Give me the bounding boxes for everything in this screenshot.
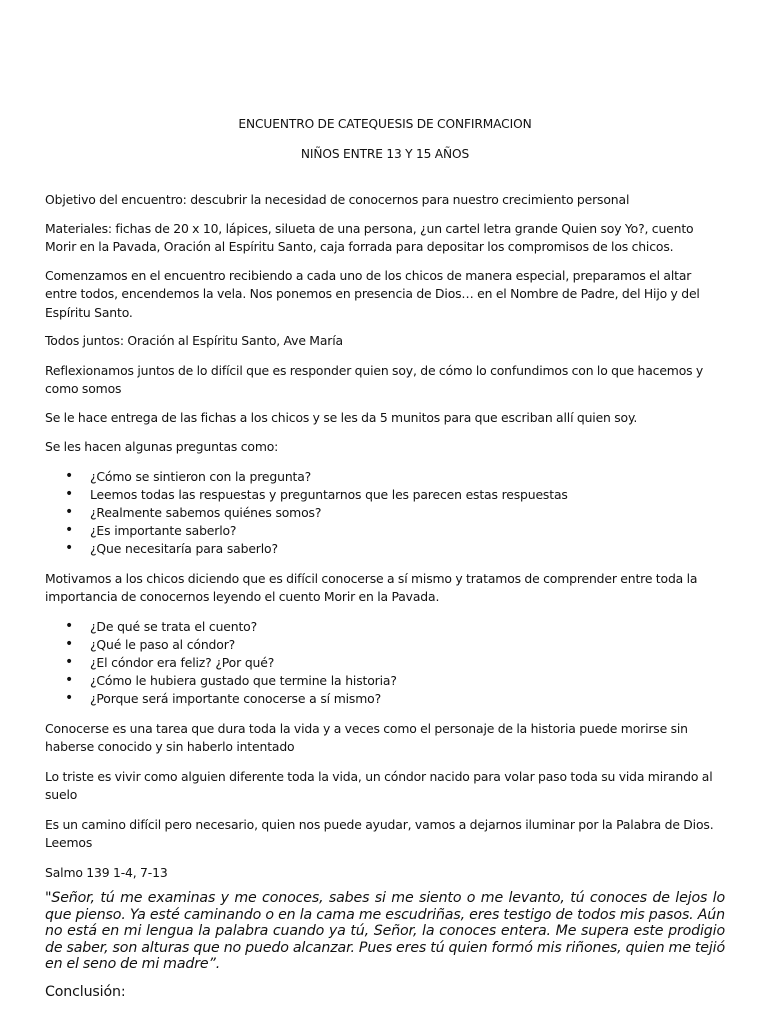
list-item	[45, 522, 725, 540]
prayer-paragraph: Todos juntos: Oración al Espíritu Santo, Ave María	[45, 333, 343, 348]
task-paragraph: Conocerse es una tarea que dura toda la vida y a veces como el personaje de la historia puede morirse sin haberse conocido y sin haberlo intentado	[45, 720, 688, 755]
document-body	[45, 115, 725, 1001]
questions-intro: Se les hacen algunas preguntas como:	[45, 439, 279, 454]
list-item	[45, 618, 725, 636]
bullet-icon: •	[65, 503, 74, 520]
sad-paragraph: Lo triste es vivir como alguien diferente toda la vida, un cóndor nacido para volar paso toda su vida mirando al suelo	[45, 768, 713, 803]
path-paragraph: Es un camino difícil pero necesario, quien nos puede ayudar, vamos a dejarnos iluminar por la Palabra de Dios. Leemos	[45, 816, 714, 851]
materials-paragraph: Materiales: fichas de 20 x 10, lápices, silueta de una persona, ¿un cartel letra grande Quien soy Yo?, cuento Morir en la Pavada, Oración al Espíritu Santo, caja forrada para depositar los compromisos de los chicos.	[45, 220, 694, 254]
bullet-icon: •	[65, 617, 74, 634]
document-subtitle: NIÑOS ENTRE 13 Y 15 AÑOS	[300, 147, 470, 161]
bullet-icon: •	[65, 653, 74, 670]
start-paragraph: Comenzamos en el encuentro recibiendo a cada uno de los chicos de manera especial, preparamos el altar entre todos, encendemos la vela. Nos ponemos en presencia de Dios… en el Nombre de Padre, del Hijo y del Espíritu Santo.	[45, 267, 700, 320]
list-item	[45, 486, 725, 504]
bullet-icon: •	[65, 485, 74, 502]
list-item-text: Leemos todas las respuestas y preguntarnos que les parecen estas respuestas	[90, 486, 568, 502]
list-item	[45, 636, 725, 654]
list-item	[45, 540, 725, 558]
list-item	[45, 468, 725, 486]
bullet-icon: •	[65, 522, 74, 539]
bullet-icon: •	[65, 690, 74, 707]
objective-paragraph: Objetivo del encuentro: descubrir la necesidad de conocernos para nuestro crecimiento personal	[45, 192, 630, 207]
list-item-text: ¿Cómo se sintieron con la pregunta?	[90, 468, 312, 484]
motivate-paragraph: Motivamos a los chicos diciendo que es difícil conocerse a sí mismo y tratamos de comprender entre toda la importancia de conocernos leyendo el cuento Morir en la Pavada.	[45, 570, 698, 605]
list-item	[45, 672, 725, 690]
list-item-text: ¿Que necesitaría para saberlo?	[90, 541, 278, 557]
list-item-text: ¿Porque será importante conocerse a sí mismo?	[90, 691, 382, 707]
question-list-2	[45, 618, 725, 709]
reflect-paragraph: Reflexionamos juntos de lo difícil que es responder quien soy, de cómo lo confundimos con lo que hacemos y como somos	[45, 362, 704, 396]
list-item-text: ¿Es importante saberlo?	[90, 523, 237, 539]
bullet-icon: •	[65, 540, 74, 557]
list-item-text: ¿Qué le paso al cóndor?	[90, 636, 236, 652]
psalm-quote: "Señor, tú me examinas y me conoces, sabes si me siento o me levanto, tú conoces de lejos lo que pienso. Ya esté caminando o en la cama me escudriñas, eres testigo de todos mis pasos. Aún no está en mi lengua la palabra cuando ya tú, Señor, la conoces entera. Me supera este prodigio de saber, son alturas que no puedo alcanzar. Pues eres tú quien formó mis riñones, quien me tejió en el seno de mi madre”.	[45, 890, 725, 973]
list-item-text: ¿Realmente sabemos quiénes somos?	[90, 504, 322, 520]
bullet-icon: •	[65, 467, 74, 484]
psalm-reference: Salmo 139 1-4, 7-13	[45, 864, 168, 880]
list-item	[45, 654, 725, 672]
list-item-text: ¿De qué se trata el cuento?	[90, 618, 258, 634]
bullet-icon: •	[65, 635, 74, 652]
document-title: ENCUENTRO DE CATEQUESIS DE CONFIRMACION	[238, 117, 532, 131]
list-item	[45, 690, 725, 708]
list-item-text: ¿El cóndor era feliz? ¿Por qué?	[90, 654, 275, 670]
conclusion-heading: Conclusión:	[45, 983, 126, 1000]
question-list-1	[45, 468, 725, 559]
list-item-text: ¿Cómo le hubiera gustado que termine la historia?	[90, 673, 397, 689]
cards-paragraph: Se le hace entrega de las fichas a los chicos y se les da 5 munitos para que escriban allí quien soy.	[45, 409, 638, 425]
bullet-icon: •	[65, 672, 74, 689]
list-item	[45, 504, 725, 522]
